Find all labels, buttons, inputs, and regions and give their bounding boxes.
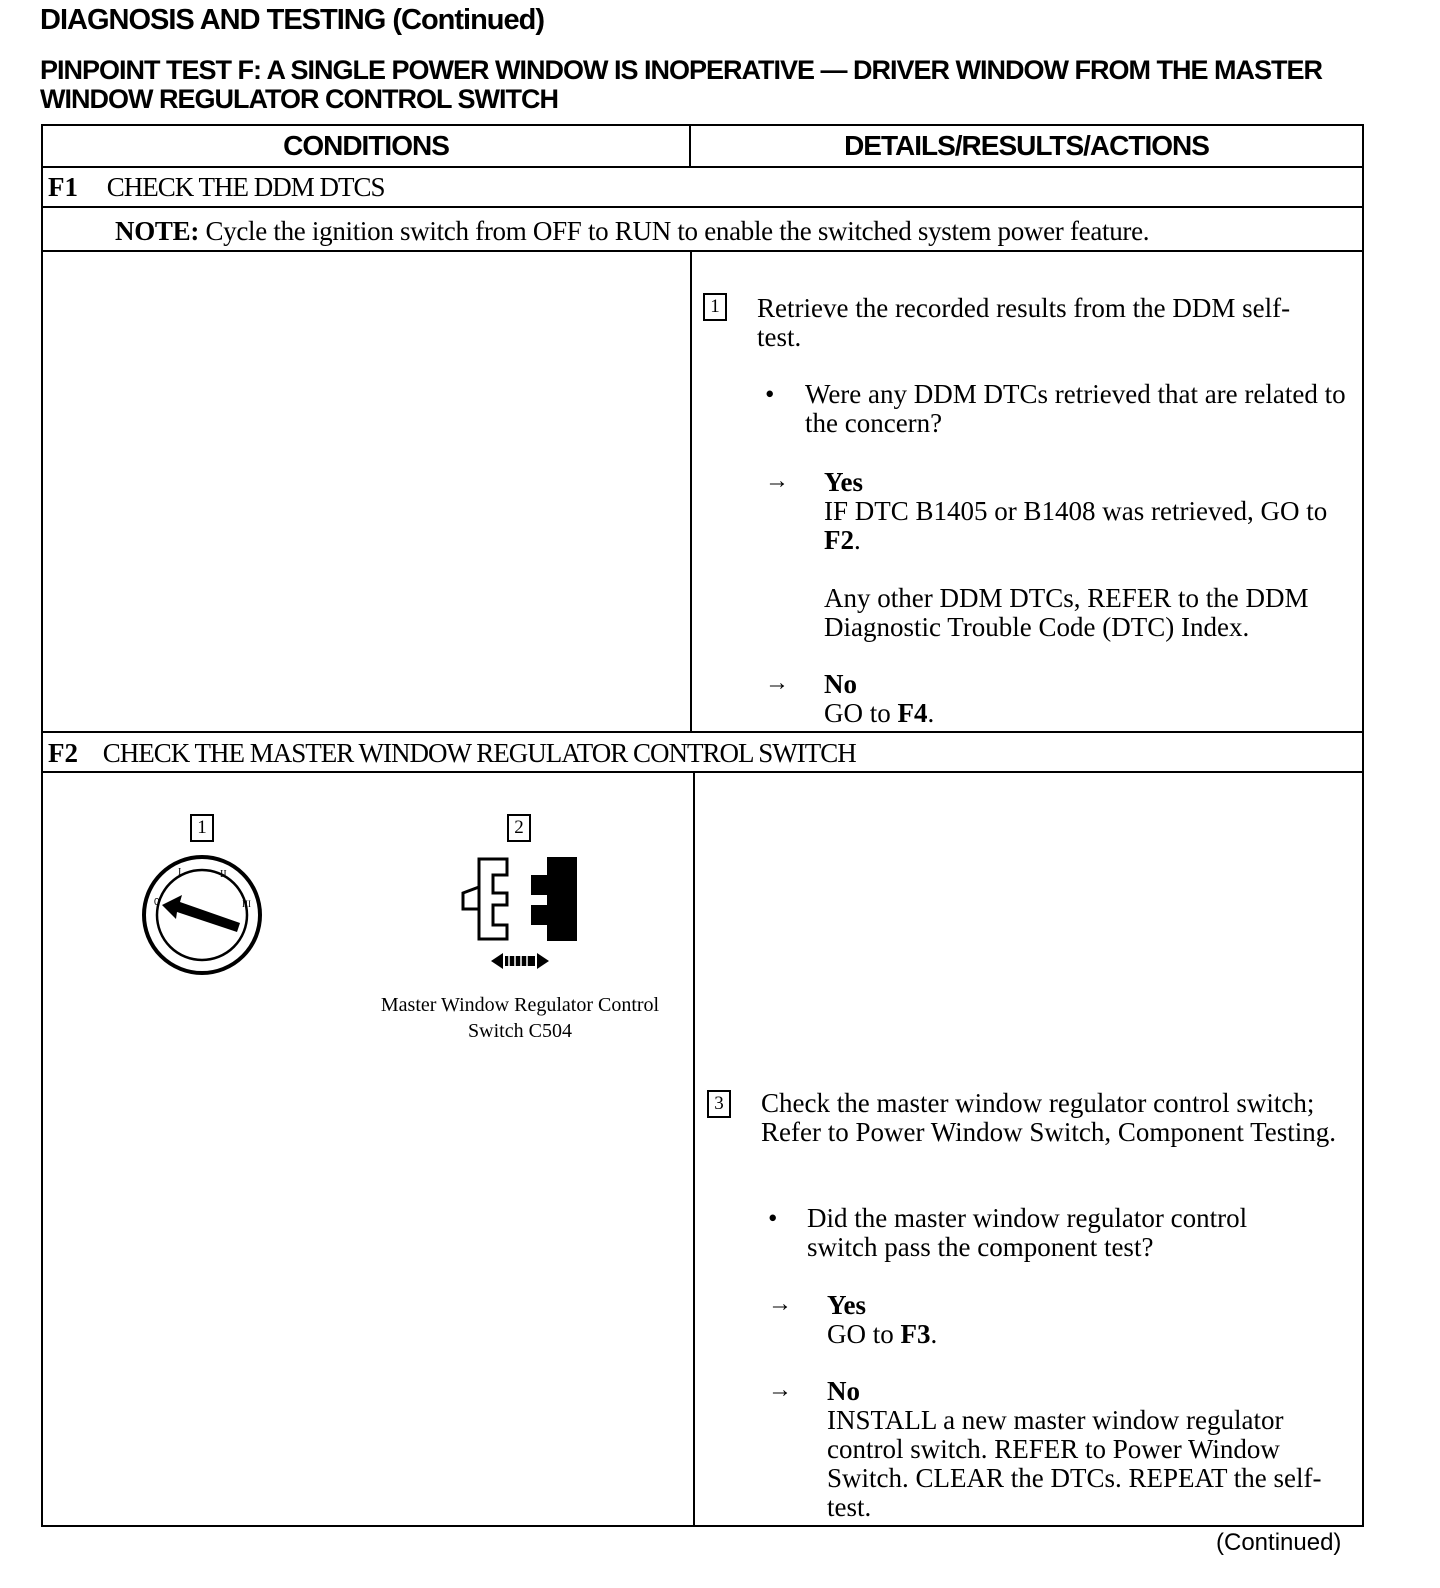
- bullet-icon: •: [768, 1203, 778, 1233]
- arrow-right-icon: →: [765, 670, 789, 696]
- arrow-right-icon: →: [765, 468, 789, 494]
- step-title: CHECK THE MASTER WINDOW REGULATOR CONTROL SWITCH: [102, 738, 856, 768]
- step-id: F2: [48, 738, 78, 768]
- note-text: Cycle the ignition switch from OFF to RUN to enable the switched system power feature.: [205, 216, 1150, 246]
- goto-f2-link[interactable]: F2: [824, 525, 854, 555]
- f2-row-title: [48, 739, 856, 768]
- f1-step-text: Retrieve the recorded results from the DDM self-test.: [757, 293, 1291, 352]
- yes-text: GO to: [827, 1319, 901, 1349]
- f2-question: Did the master window regulator control switch pass the component test?: [807, 1203, 1248, 1262]
- f2-no-result: [827, 1377, 1337, 1522]
- yes-label: Yes: [824, 467, 863, 497]
- conditions-header: CONDITIONS: [283, 130, 449, 161]
- svg-text:II: II: [220, 869, 227, 880]
- svg-text:I: I: [178, 867, 182, 878]
- connector-c504-icon: [455, 855, 585, 975]
- f2-step-text: Check the master window regulator control switch; Refer to Power Window Switch, Component Testing.: [761, 1088, 1336, 1147]
- step-title: CHECK THE DDM DTCS: [106, 172, 385, 202]
- test-title: PINPOINT TEST F: A SINGLE POWER WINDOW IS INOPERATIVE — DRIVER WINDOW FROM THE MASTER WINDOW REGULATOR CONTROL SWITCH: [40, 55, 1322, 114]
- f1-no-result: No GO to F4.: [824, 669, 935, 728]
- no-label: No: [827, 1376, 860, 1406]
- step-number-3: 3: [707, 1090, 731, 1118]
- goto-f3-link[interactable]: F3: [900, 1319, 931, 1349]
- figure-number-1: 1: [190, 814, 214, 842]
- no-label: No: [824, 669, 857, 699]
- yes-text: IF DTC B1405 or B1408 was retrieved, GO to: [824, 496, 1328, 526]
- figure-caption: Master Window Regulator Control Switch C504: [380, 994, 660, 1042]
- svg-text:III: III: [242, 899, 251, 909]
- f2-yes-result: Yes GO to F3.: [827, 1290, 938, 1349]
- step-id: F1: [48, 172, 78, 202]
- yes-text-other: Any other DDM DTCs, REFER to the DDM Diagnostic Trouble Code (DTC) Index.: [824, 583, 1309, 642]
- f1-yes-result: Yes IF DTC B1405 or B1408 was retrieved, GO to F2. Any other DDM DTCs, REFER to the DDM Diagnostic Trouble Code (DTC) Index.: [824, 467, 1328, 642]
- yes-label: Yes: [827, 1290, 866, 1320]
- ignition-switch-icon: [140, 855, 264, 975]
- figure-number-2: 2: [507, 814, 531, 842]
- page-title: DIAGNOSIS AND TESTING (Continued): [40, 4, 545, 36]
- note-label: NOTE:: [115, 216, 200, 246]
- goto-f4-link[interactable]: F4: [897, 698, 928, 728]
- details-header: DETAILS/RESULTS/ACTIONS: [844, 130, 1209, 161]
- step-number-1: 1: [703, 293, 727, 321]
- no-text: INSTALL a new master window regulator control switch. REFER to Power Window Switch. CLEAR the DTCs. REPEAT the self-test.: [827, 1405, 1322, 1522]
- f1-row-title: [48, 173, 385, 202]
- continued-label: (Continued): [1216, 1529, 1342, 1556]
- f1-question: Were any DDM DTCs retrieved that are related to the concern?: [805, 379, 1346, 438]
- arrow-right-icon: →: [768, 1291, 792, 1317]
- no-text: GO to: [824, 698, 898, 728]
- bullet-icon: •: [765, 379, 775, 409]
- svg-text:0: 0: [154, 897, 160, 908]
- f1-note: [115, 217, 1149, 246]
- arrow-right-icon: →: [768, 1377, 792, 1403]
